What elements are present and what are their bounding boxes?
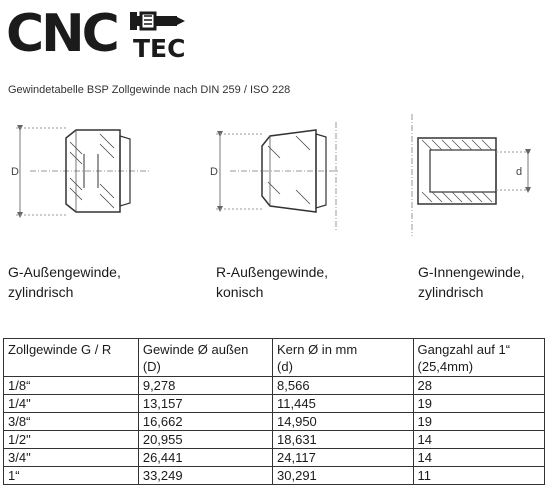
- cell-size: 3/4": [4, 449, 139, 467]
- cell-outer-diameter: 33,249: [138, 467, 272, 485]
- cell-outer-diameter: 9,278: [138, 377, 272, 395]
- header-line-2: (d): [277, 359, 293, 374]
- cell-core-diameter: 11,445: [273, 395, 414, 413]
- cell-outer-diameter: 26,441: [138, 449, 272, 467]
- cell-threads-per-inch: 19: [413, 395, 544, 413]
- internal-thread-cylindrical-drawing: [412, 114, 532, 236]
- cell-core-diameter: 30,291: [273, 467, 414, 485]
- dimension-label-d-conical: D: [210, 166, 218, 178]
- cell-size: 3/8“: [4, 413, 139, 431]
- cell-outer-diameter: 20,955: [138, 431, 272, 449]
- cell-core-diameter: 14,950: [273, 413, 414, 431]
- cell-core-diameter: 18,631: [273, 431, 414, 449]
- cell-size: 1/4": [4, 395, 139, 413]
- caption-line-2: zylindrisch: [418, 284, 484, 300]
- caption-line-1: G-Außengewinde,: [8, 264, 121, 280]
- table-header-row: [4, 339, 545, 377]
- table-row: [4, 449, 545, 467]
- table-row: [4, 413, 545, 431]
- cell-core-diameter: 24,117: [273, 449, 414, 467]
- header-line-2: (D): [142, 359, 161, 374]
- header-line-1: Gangzahl auf 1“: [417, 342, 511, 357]
- cell-outer-diameter: 16,662: [138, 413, 272, 431]
- table-row: [4, 395, 545, 413]
- cell-threads-per-inch: 28: [413, 377, 544, 395]
- cell-core-diameter: 8,566: [273, 377, 414, 395]
- cell-threads-per-inch: 11: [413, 467, 544, 485]
- caption-line-2: zylindrisch: [8, 284, 74, 300]
- external-thread-conical-drawing: [210, 122, 340, 230]
- header-line-1: Kern Ø in mm: [277, 342, 358, 357]
- cell-size: 1/8“: [4, 377, 139, 395]
- dimension-label-d-outer: D: [11, 166, 19, 178]
- thread-table: [3, 338, 545, 485]
- table-row: [4, 467, 545, 485]
- cell-threads-per-inch: 14: [413, 431, 544, 449]
- header-core-diameter: [273, 339, 414, 377]
- header-line-1: Gewinde Ø außen: [142, 342, 249, 357]
- header-threads-per-inch: [413, 339, 544, 377]
- thread-diagrams: [0, 112, 550, 242]
- table-row: [4, 377, 545, 395]
- dimension-label-d-inner: d: [516, 166, 523, 178]
- external-thread-cylindrical-drawing: [11, 128, 150, 215]
- cell-threads-per-inch: 19: [413, 413, 544, 431]
- header-outer-diameter: [138, 339, 272, 377]
- document-title: Gewindetabelle BSP Zollgewinde nach DIN 259 / ISO 228: [8, 84, 291, 96]
- caption-external-cylindrical: [8, 262, 121, 302]
- cell-threads-per-inch: 14: [413, 449, 544, 467]
- header-line-2: (25,4mm): [417, 359, 474, 374]
- tool-holder-icon: [130, 10, 186, 36]
- caption-external-conical: [216, 262, 328, 302]
- logo-wordmark: CNC: [6, 4, 117, 64]
- header-line-1: Zollgewinde G / R: [8, 342, 112, 357]
- caption-line-1: R-Außengewinde,: [216, 264, 329, 280]
- cell-size: 1/2": [4, 431, 139, 449]
- caption-line-2: konisch: [216, 284, 264, 300]
- header-inch-thread: [4, 339, 139, 377]
- cell-size: 1“: [4, 467, 139, 485]
- cell-outer-diameter: 13,157: [138, 395, 272, 413]
- logo-sub-wordmark: TEC: [133, 34, 186, 63]
- table-row: [4, 431, 545, 449]
- cnc-tec-logo: [6, 6, 206, 62]
- caption-internal-cylindrical: [418, 262, 525, 302]
- caption-line-1: G-Innengewinde,: [418, 264, 525, 280]
